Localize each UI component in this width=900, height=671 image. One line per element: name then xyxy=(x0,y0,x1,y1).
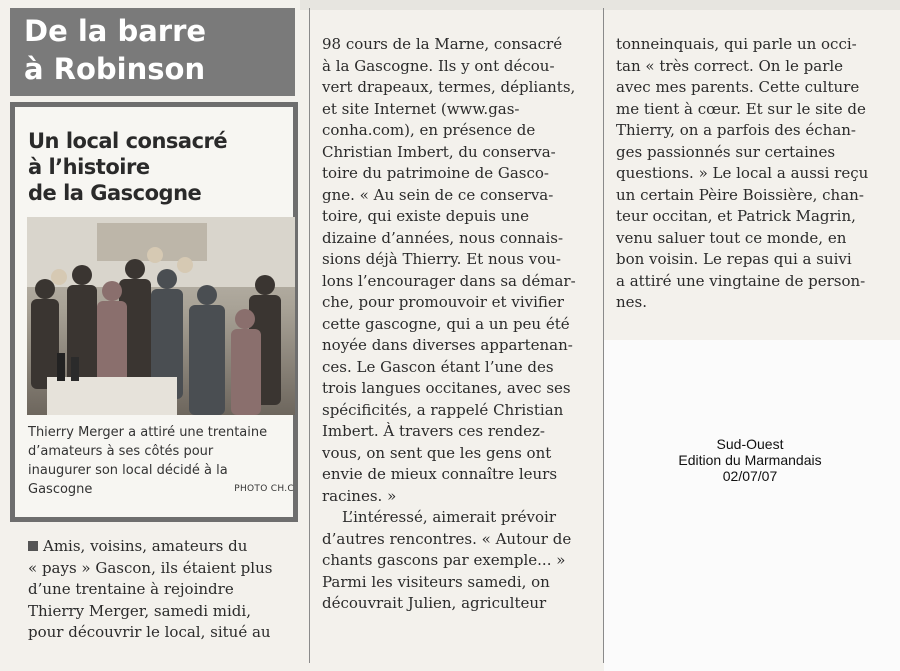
col2-line-22: L’intéressé, aimerait prévoir xyxy=(342,508,557,526)
article-column-1 xyxy=(28,536,300,644)
photo-credit: PHOTO CH.C xyxy=(234,484,294,494)
caption-line-2: d’amateurs à ses côtés pour xyxy=(28,444,214,459)
col2-line-15: ces. Le Gascon étant l’une des xyxy=(322,357,554,376)
caption-line-3: inaugurer son local décidé à la xyxy=(28,463,228,478)
col2-line-10: sions déjà Thierry. Et nous vou- xyxy=(322,250,561,268)
col3-line-11: a attiré une vingtaine de person- xyxy=(616,271,866,290)
headline-line-3: de la Gascogne xyxy=(28,181,202,205)
stamp-date: 02/07/07 xyxy=(722,468,778,484)
col2-line-0: 98 cours de la Marne, consacré xyxy=(322,35,563,53)
col2-line-5: Christian Imbert, du conserva- xyxy=(322,142,556,161)
col2-line-17: spécificités, a rappelé Christian xyxy=(322,400,564,419)
article-column-2 xyxy=(322,34,594,615)
scan-blank-area xyxy=(604,340,900,671)
column-divider-1 xyxy=(309,8,310,663)
col2-line-13: cette gascogne, qui a un peu été xyxy=(322,314,570,333)
col2-line-26: découvrait Julien, agriculteur xyxy=(322,594,547,612)
group-photo xyxy=(27,217,295,415)
col1-line-1: « pays » Gascon, ils étaient plus xyxy=(28,558,273,577)
col2-line-21: racines. » xyxy=(322,486,397,505)
col1-line-3: Thierry Merger, samedi midi, xyxy=(28,601,251,620)
col3-line-7: un certain Pèire Boissière, chan- xyxy=(616,185,864,204)
col2-line-25: Parmi les visiteurs samedi, on xyxy=(322,572,550,591)
col3-line-8: teur occitan, et Patrick Magrin, xyxy=(616,207,856,225)
col1-line-4: pour découvrir le local, situé au xyxy=(28,623,271,641)
col3-line-2: avec mes parents. Cette culture xyxy=(616,78,860,96)
col3-line-4: Thierry, on a parfois des échan- xyxy=(616,121,856,139)
col3-line-6: questions. » Le local a aussi reçu xyxy=(616,164,869,182)
top-band xyxy=(300,0,900,10)
caption-line-1: Thierry Merger a attiré une trentaine xyxy=(28,425,268,440)
group-photo-illustration xyxy=(27,217,295,415)
headline-line-1: Un local consacré xyxy=(28,129,228,153)
article-column-3 xyxy=(616,34,892,314)
col3-line-0: tonneinquais, qui parle un occi- xyxy=(616,35,857,53)
col3-line-5: ges passionnés sur certaines xyxy=(616,142,836,161)
col2-line-12: che, pour promouvoir et vivifier xyxy=(322,293,564,311)
section-kicker xyxy=(10,8,295,96)
col2-line-18: Imbert. À travers ces rendez- xyxy=(322,422,545,440)
kicker-line-2: à Robinson xyxy=(24,52,206,86)
kicker-line-1: De la barre xyxy=(24,14,207,48)
col2-line-7: gne. « Au sein de ce conserva- xyxy=(322,185,554,204)
source-stamp xyxy=(612,436,888,484)
col2-line-23: d’autres rencontres. « Autour de xyxy=(322,529,572,548)
col2-line-8: toire, qui existe depuis une xyxy=(322,207,529,225)
col2-line-14: noyée dans diverses appartenan- xyxy=(322,336,573,354)
col2-line-2: vert drapeaux, termes, dépliants, xyxy=(322,78,576,96)
col3-line-1: tan « très correct. On le parle xyxy=(616,56,844,75)
col2-line-20: envie de mieux connaître leurs xyxy=(322,465,558,483)
col3-line-12: nes. xyxy=(616,293,648,311)
stamp-edition: Edition du Marmandais xyxy=(678,452,822,468)
stamp-publication: Sud-Ouest xyxy=(716,436,784,452)
col2-line-16: trois langues occitanes, avec ses xyxy=(322,379,571,397)
col2-line-19: vous, on sent que les gens ont xyxy=(322,443,552,462)
caption-line-4: Gascogne xyxy=(28,482,93,497)
col2-line-24: chants gascons par exemple... » xyxy=(322,551,566,569)
col3-line-9: venu saluer tout ce monde, en xyxy=(616,228,847,247)
col3-line-10: bon voisin. Le repas qui a suivi xyxy=(616,250,852,268)
col2-line-11: lons l’encourager dans sa démar- xyxy=(322,271,576,290)
col2-line-9: dizaine d’années, nous connais- xyxy=(322,228,564,247)
paragraph-square-icon xyxy=(28,541,38,551)
headline-line-2: à l’histoire xyxy=(28,155,150,179)
photo-caption xyxy=(28,423,294,499)
col2-line-1: à la Gascogne. Ils y ont décou- xyxy=(322,56,555,75)
col2-line-4: conha.com), en présence de xyxy=(322,121,536,139)
col2-line-3: et site Internet (www.gas- xyxy=(322,99,520,118)
col1-line-0: Amis, voisins, amateurs du xyxy=(28,536,300,558)
col3-line-3: me tient à cœur. Et sur le site de xyxy=(616,99,866,118)
col1-line-2: d’une trentaine à rejoindre xyxy=(28,580,234,598)
article-headline xyxy=(28,128,288,206)
col2-line-6: toire du patrimoine de Gasco- xyxy=(322,164,549,182)
